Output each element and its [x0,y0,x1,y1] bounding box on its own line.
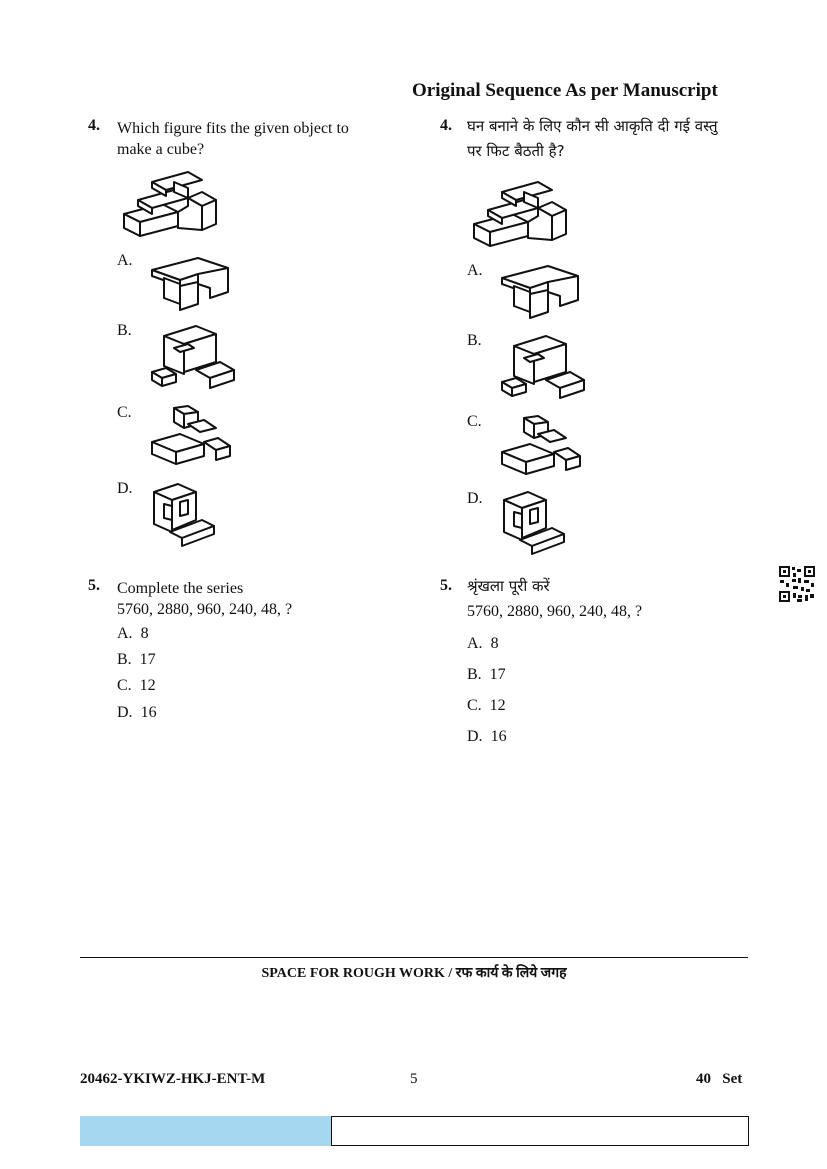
option-a-figure[interactable] [500,262,580,322]
option-d-figure[interactable] [150,482,220,550]
qr-code [778,565,816,603]
question-text-line: 5760, 2880, 960, 240, 48, ? [467,603,643,620]
answer-option[interactable]: B. 17 [467,666,506,683]
question-text-line: Which figure fits the given object to [117,120,349,137]
answer-option[interactable]: C. 12 [117,677,156,694]
question-text: श्रृंखला पूरी करें [467,577,550,595]
question-text [467,114,718,164]
question-text-line: make a cube? [117,141,205,158]
option-label: B. [467,332,482,349]
question-text-line: Complete the series [117,580,244,597]
paper-code: 20462-YKIWZ-HKJ-ENT-M [80,1071,266,1087]
option-c-figure[interactable] [150,404,232,470]
footer-color-bar [80,1116,332,1146]
question-text-line: 5760, 2880, 960, 240, 48, ? [117,601,293,618]
footer-box [331,1116,749,1146]
option-b-figure[interactable] [150,322,236,392]
question-number: 4. [88,117,100,134]
question-number: 5. [440,577,452,594]
page-title: Original Sequence As per Manuscript [412,80,718,101]
answer-option[interactable]: C. 12 [467,697,506,714]
answer-option[interactable]: D. 16 [467,728,507,745]
question-text-line: पर फिट बैठती है? [467,142,565,160]
answer-option[interactable]: D. 16 [117,704,157,721]
set-number: 40 Set [696,1071,743,1087]
option-label: B. [117,322,132,339]
option-b-figure[interactable] [500,332,586,402]
option-label: A. [467,262,483,279]
given-object-figure [122,162,222,246]
question-text-line: घन बनाने के लिए कौन सी आकृति दी गई वस्तु [467,117,718,135]
rough-work-label: SPACE FOR ROUGH WORK / रफ कार्य के लिये जगह [261,966,567,981]
option-c-figure[interactable] [500,414,582,480]
answer-option[interactable]: A. 8 [467,635,499,652]
option-label: A. [117,252,133,269]
option-d-figure[interactable] [500,490,570,558]
option-label: D. [117,480,133,497]
question-text [117,118,349,160]
option-label: C. [467,413,482,430]
given-object-figure [472,172,572,256]
answer-option[interactable]: A. 8 [117,625,149,642]
option-a-figure[interactable] [150,254,230,314]
option-label: D. [467,490,483,507]
answer-option[interactable]: B. 17 [117,651,156,668]
question-number: 4. [440,117,452,134]
question-number: 5. [88,577,100,594]
question-text [117,578,292,620]
divider [80,957,748,958]
page-number: 5 [410,1071,418,1087]
option-label: C. [117,404,132,421]
